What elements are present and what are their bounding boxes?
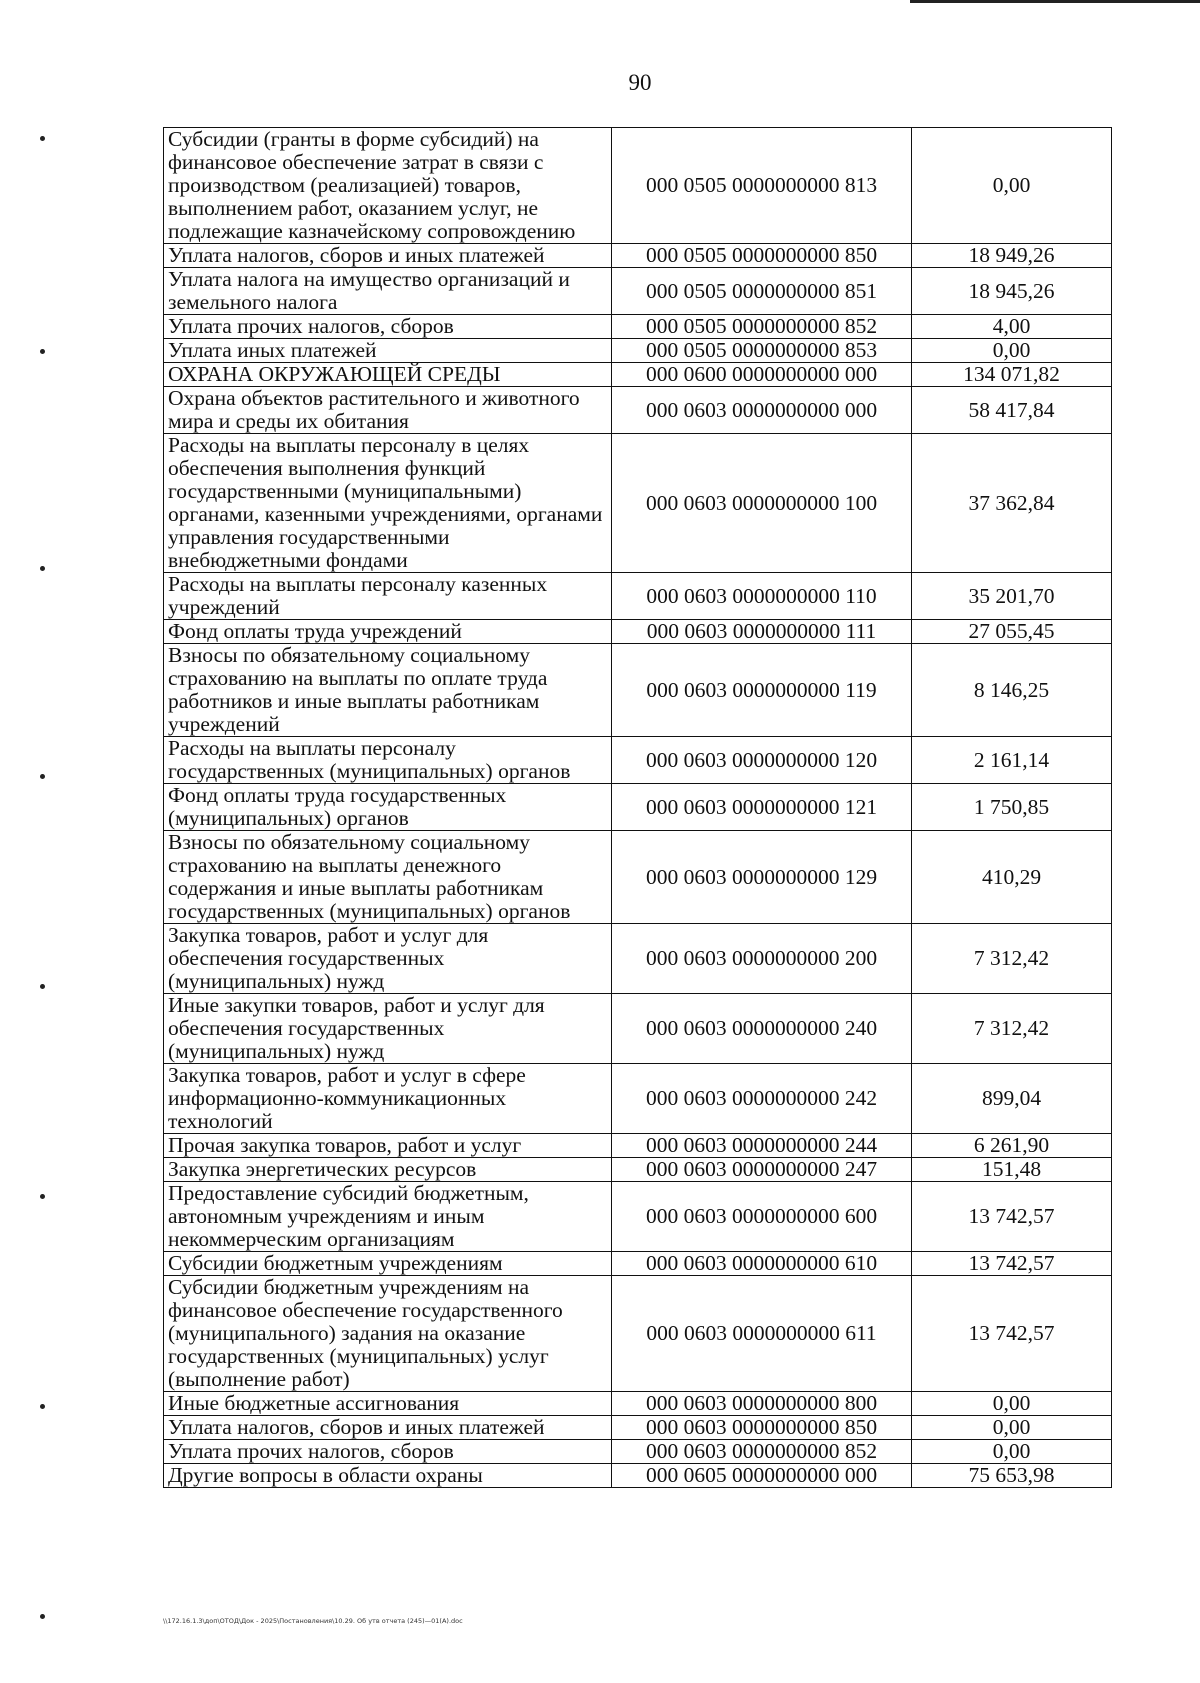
row-amount: 0,00 (912, 128, 1112, 244)
row-name: Фонд оплаты труда государственных (муниципальных) органов (164, 784, 612, 831)
row-code: 000 0603 0000000000 129 (612, 831, 912, 924)
table-row (164, 831, 1112, 924)
table-row (164, 1252, 1112, 1276)
binding-hole-mark (40, 774, 45, 779)
row-amount: 75 653,98 (912, 1464, 1112, 1488)
budget-table (163, 127, 1112, 1488)
row-code: 000 0505 0000000000 852 (612, 315, 912, 339)
row-name: Расходы на выплаты персоналу государственных (муниципальных) органов (164, 737, 612, 784)
row-name: Субсидии бюджетным учреждениям на финансовое обеспечение государственного (муниципального) задания на оказание государственных (муниципальных) услуг (выполнение работ) (164, 1276, 612, 1392)
table-row (164, 128, 1112, 244)
row-code: 000 0603 0000000000 600 (612, 1182, 912, 1252)
row-name: Уплата прочих налогов, сборов (164, 315, 612, 339)
row-code: 000 0603 0000000000 120 (612, 737, 912, 784)
row-code: 000 0603 0000000000 610 (612, 1252, 912, 1276)
table-row (164, 1064, 1112, 1134)
binding-hole-mark (40, 566, 45, 571)
row-code: 000 0603 0000000000 240 (612, 994, 912, 1064)
row-amount: 0,00 (912, 1416, 1112, 1440)
row-code: 000 0603 0000000000 110 (612, 573, 912, 620)
row-name: Прочая закупка товаров, работ и услуг (164, 1134, 612, 1158)
row-amount: 37 362,84 (912, 434, 1112, 573)
table-row (164, 363, 1112, 387)
row-code: 000 0505 0000000000 850 (612, 244, 912, 268)
table-row (164, 387, 1112, 434)
row-amount: 13 742,57 (912, 1252, 1112, 1276)
row-code: 000 0505 0000000000 851 (612, 268, 912, 315)
table-row (164, 737, 1112, 784)
row-name: Уплата иных платежей (164, 339, 612, 363)
binding-hole-mark (40, 1404, 45, 1409)
top-rule (910, 0, 1200, 3)
table-row (164, 339, 1112, 363)
table-row (164, 994, 1112, 1064)
row-amount: 0,00 (912, 1392, 1112, 1416)
row-code: 000 0603 0000000000 611 (612, 1276, 912, 1392)
row-amount: 13 742,57 (912, 1276, 1112, 1392)
row-amount: 18 949,26 (912, 244, 1112, 268)
row-amount: 134 071,82 (912, 363, 1112, 387)
row-amount: 4,00 (912, 315, 1112, 339)
row-name: Уплата прочих налогов, сборов (164, 1440, 612, 1464)
table-row (164, 573, 1112, 620)
row-amount: 2 161,14 (912, 737, 1112, 784)
row-amount: 410,29 (912, 831, 1112, 924)
row-code: 000 0603 0000000000 850 (612, 1416, 912, 1440)
row-amount: 27 055,45 (912, 620, 1112, 644)
binding-hole-mark (40, 1614, 45, 1619)
row-amount: 18 945,26 (912, 268, 1112, 315)
row-name: Закупка товаров, работ и услуг в сфере информационно-коммуникационных технологий (164, 1064, 612, 1134)
row-amount: 35 201,70 (912, 573, 1112, 620)
row-amount: 1 750,85 (912, 784, 1112, 831)
row-name: Иные закупки товаров, работ и услуг для обеспечения государственных (муниципальных) нужд (164, 994, 612, 1064)
row-name: ОХРАНА ОКРУЖАЮЩЕЙ СРЕДЫ (164, 363, 612, 387)
row-amount: 58 417,84 (912, 387, 1112, 434)
row-name: Уплата налогов, сборов и иных платежей (164, 1416, 612, 1440)
table-row (164, 1440, 1112, 1464)
row-amount: 0,00 (912, 339, 1112, 363)
row-code: 000 0505 0000000000 853 (612, 339, 912, 363)
table-row (164, 315, 1112, 339)
binding-hole-mark (40, 984, 45, 989)
row-name: Предоставление субсидий бюджетным, автономным учреждениям и иным некоммерческим организациям (164, 1182, 612, 1252)
row-name: Уплата налогов, сборов и иных платежей (164, 244, 612, 268)
row-code: 000 0603 0000000000 247 (612, 1158, 912, 1182)
budget-table-body (164, 128, 1112, 1488)
row-name: Другие вопросы в области охраны (164, 1464, 612, 1488)
table-row (164, 1416, 1112, 1440)
row-name: Фонд оплаты труда учреждений (164, 620, 612, 644)
table-row (164, 1464, 1112, 1488)
footer-file-path: \\172.16.1.3\доп\ОТОД\Док - 2025\Постановления\10.29. Об утв отчета (245)—01(А).doc (163, 1617, 463, 1625)
table-row (164, 620, 1112, 644)
row-code: 000 0505 0000000000 813 (612, 128, 912, 244)
row-amount: 899,04 (912, 1064, 1112, 1134)
binding-hole-mark (40, 349, 45, 354)
table-row (164, 268, 1112, 315)
row-code: 000 0603 0000000000 119 (612, 644, 912, 737)
row-name: Субсидии (гранты в форме субсидий) на финансовое обеспечение затрат в связи с производством (реализацией) товаров, выполнением работ, оказанием услуг, не подлежащие казначейскому сопровождению (164, 128, 612, 244)
row-code: 000 0603 0000000000 242 (612, 1064, 912, 1134)
table-row (164, 434, 1112, 573)
row-code: 000 0603 0000000000 111 (612, 620, 912, 644)
table-row (164, 1134, 1112, 1158)
row-amount: 7 312,42 (912, 924, 1112, 994)
row-amount: 13 742,57 (912, 1182, 1112, 1252)
row-code: 000 0603 0000000000 100 (612, 434, 912, 573)
row-name: Расходы на выплаты персоналу в целях обеспечения выполнения функций государственными (муниципальными) органами, казенными учреждениями, органами управления государственными внебюджетными фондами (164, 434, 612, 573)
row-code: 000 0603 0000000000 000 (612, 387, 912, 434)
row-code: 000 0605 0000000000 000 (612, 1464, 912, 1488)
row-code: 000 0603 0000000000 852 (612, 1440, 912, 1464)
row-code: 000 0600 0000000000 000 (612, 363, 912, 387)
row-name: Субсидии бюджетным учреждениям (164, 1252, 612, 1276)
table-row (164, 784, 1112, 831)
row-amount: 8 146,25 (912, 644, 1112, 737)
row-name: Закупка энергетических ресурсов (164, 1158, 612, 1182)
binding-hole-mark (40, 1194, 45, 1199)
row-name: Иные бюджетные ассигнования (164, 1392, 612, 1416)
table-row (164, 1276, 1112, 1392)
table-row (164, 924, 1112, 994)
table-row (164, 1158, 1112, 1182)
row-amount: 151,48 (912, 1158, 1112, 1182)
row-name: Закупка товаров, работ и услуг для обеспечения государственных (муниципальных) нужд (164, 924, 612, 994)
row-code: 000 0603 0000000000 200 (612, 924, 912, 994)
row-name: Уплата налога на имущество организаций и земельного налога (164, 268, 612, 315)
table-row (164, 644, 1112, 737)
binding-hole-mark (40, 136, 45, 141)
page-number: 90 (628, 70, 652, 95)
row-name: Охрана объектов растительного и животного мира и среды их обитания (164, 387, 612, 434)
row-name: Расходы на выплаты персоналу казенных учреждений (164, 573, 612, 620)
row-amount: 6 261,90 (912, 1134, 1112, 1158)
row-code: 000 0603 0000000000 800 (612, 1392, 912, 1416)
row-amount: 0,00 (912, 1440, 1112, 1464)
table-row (164, 244, 1112, 268)
row-name: Взносы по обязательному социальному страхованию на выплаты денежного содержания и иные выплаты работникам государственных (муниципальных) органов (164, 831, 612, 924)
row-code: 000 0603 0000000000 121 (612, 784, 912, 831)
table-row (164, 1182, 1112, 1252)
row-amount: 7 312,42 (912, 994, 1112, 1064)
row-name: Взносы по обязательному социальному страхованию на выплаты по оплате труда работников и иные выплаты работникам учреждений (164, 644, 612, 737)
table-row (164, 1392, 1112, 1416)
row-code: 000 0603 0000000000 244 (612, 1134, 912, 1158)
